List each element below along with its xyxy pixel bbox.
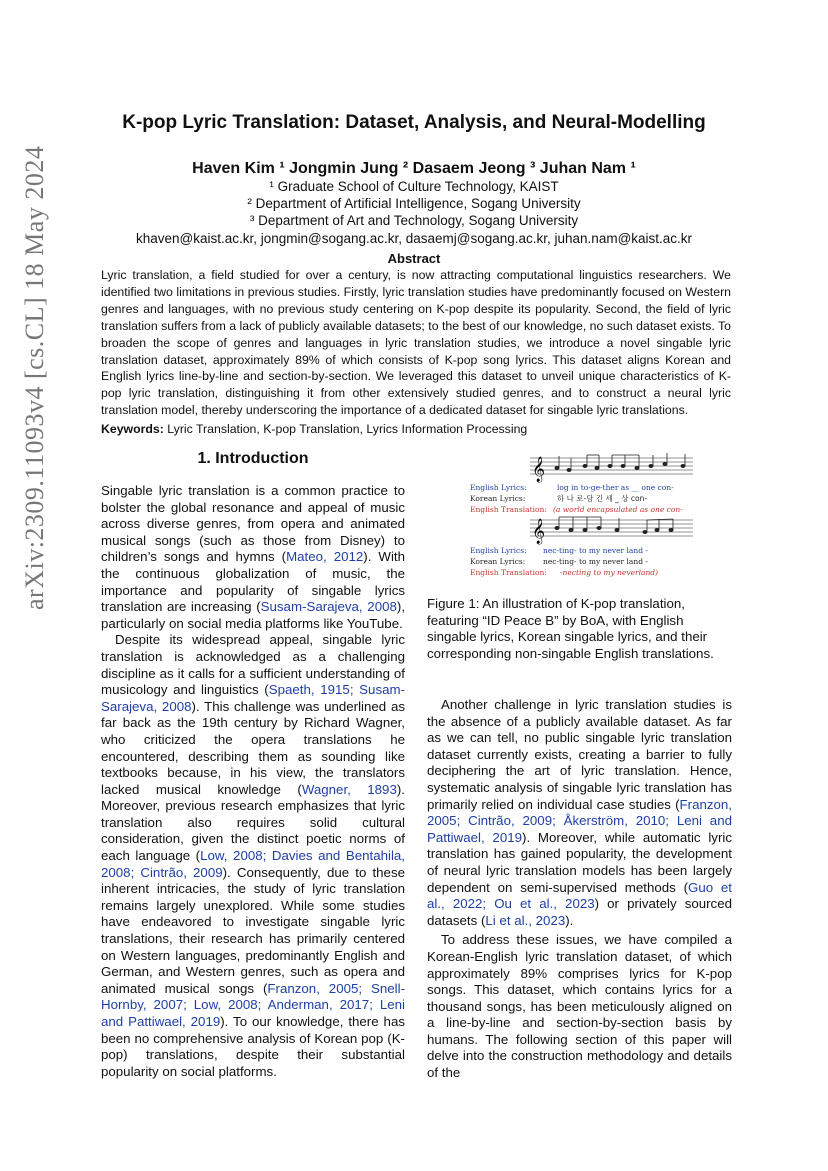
author-emails: khaven@kaist.ac.kr, jongmin@sogang.ac.kr, dasaemj@sogang.ac.kr, juhan.nam@kaist.ac.kr — [135, 231, 693, 246]
abstract-heading: Abstract — [387, 251, 441, 266]
treble-clef-icon: 𝄞 — [532, 457, 546, 482]
right-column — [427, 697, 732, 1082]
english-lyrics-1: log in to-ge-ther as __ one con- — [557, 483, 674, 492]
staff-2 — [530, 520, 693, 536]
notes-2 — [555, 526, 674, 534]
affiliation-2: ² Department of Artificial Intelligence, Sogang University — [247, 196, 581, 211]
citation-link[interactable]: Susam-Sarajeva, 2008 — [260, 599, 397, 615]
keywords-list: Lyric Translation, K-pop Translation, Lyrics Information Processing — [163, 422, 528, 436]
korean-lyrics-label-1: Korean Lyrics: — [470, 494, 526, 503]
figure-1-music-notation — [465, 450, 705, 585]
citation-link[interactable]: Low, 2008; Davies and Bentahila, 2008; Cintrão, 2009 — [101, 848, 405, 880]
translation-2: -necting to my neverland) — [560, 568, 659, 577]
paragraph: Another challenge in lyric translation studies is the absence of a publicly available dataset. As far as we can tell, no public singable lyric translation dataset currently exists, creating a barrier to fully deciphering the art of lyric translation. Hence, systematic analysis of singable lyric translation has primarily relied on individual case studies (Franzon, 2005; Cintrão, 2009; Åkerström, 2010; Leni and Pattiwael, 2019). Moreover, while automatic lyric translation has gained popularity, the development of neural lyric translation models has been largely dependent on semi-supervised methods (Guo et al., 2022; Ou et al., 2023) or privately sourced datasets (Li et al., 2023). — [427, 697, 733, 928]
paragraph: Despite its widespread appeal, singable lyric translation is acknowledged as a challenging discipline as it calls for a sufficient understanding of musicology and linguistics (Spaeth, 1915; Susam-Sarajeva, 2008). This challenge was underlined as far back as the 19th century by Richard Wagner, who criticized the opera translations he encountered, describing them as sounding like textbooks because, in his view, the translators lacked musical knowledge (Wagner, 1893). Moreover, previous research emphasizes that lyric translation also requires solid cultural consideration, given the distinct poetic norms of each language (Low, 2008; Davies and Bentahila, 2008; Cintrão, 2009). Consequently, due to these inherent intricacies, the study of lyric translation remains largely unexplored. While some studies have endeavored to investigate singable lyric translations, their research has primarily centered on Western languages, predominantly English and German, and Western genres, such as opera and animated musical songs (Franzon, 2005; Snell-Hornby, 2007; Low, 2008; Anderman, 2017; Leni and Pattiwael, 2019). To our knowledge, there has been no comprehensive analysis of Korean pop (K-pop) translations, despite their substantial popularity on social platforms. — [101, 632, 405, 1079]
author-list: Haven Kim ¹ Jongmin Jung ² Dasaem Jeong ³ Juhan Nam ¹ — [192, 160, 636, 177]
left-column — [101, 483, 405, 1080]
paragraph: To address these issues, we have compiled a Korean-English lyric translation dataset, of which approximately 89% comprises lyrics for K-pop songs. This dataset, which contains lyrics for a thousand songs, has been meticulously aligned on a line-by-line and section-by-section basis by humans. The following section of this paper will delve into the construction methodology and details of the — [427, 932, 732, 1081]
translation-label-1: English Translation: — [470, 505, 547, 514]
affiliation-1: ¹ Graduate School of Culture Technology, KAIST — [269, 179, 559, 194]
english-lyrics-2: nec-ting- to my never land - — [543, 546, 648, 555]
korean-lyrics-label-2: Korean Lyrics: — [470, 557, 526, 566]
korean-lyrics-1: 하 나 로-담 긴 세 _ 상 con- — [557, 494, 648, 503]
treble-clef-icon: 𝄞 — [532, 519, 546, 544]
citation-link[interactable]: Franzon, 2005; Cintrão, 2009; Åkerström, 2010; Leni and Pattiwael, 2019 — [427, 796, 732, 845]
arxiv-identifier: arXiv:2309.11093v4 [cs.CL] 18 May 2024 — [20, 145, 49, 610]
affiliation-3: ³ Department of Art and Technology, Sogang University — [249, 213, 579, 228]
citation-link[interactable]: Li et al., 2023 — [485, 912, 566, 928]
keywords — [101, 422, 741, 436]
citation-link[interactable]: Guo et al., 2022; Ou et al., 2023 — [427, 879, 733, 912]
english-lyrics-label-1: English Lyrics: — [470, 483, 527, 492]
citation-link[interactable]: Wagner, 1893 — [301, 781, 397, 797]
translation-label-2: English Translation: — [470, 568, 547, 577]
notes-1 — [555, 462, 686, 472]
translation-1: (a world encapsulated as one con- — [553, 505, 683, 514]
citation-link[interactable]: Franzon, 2005; Snell-Hornby, 2007; Low, 2008; Anderman, 2017; Leni and Pattiwael, 2019 — [101, 980, 405, 1029]
korean-lyrics-2: nec-ting- to my never land - — [543, 557, 648, 566]
paragraph: Singable lyric translation is a common practice to bolster the global resonance and appeal of music across diverse genres, from opera and animated musical songs (such as those from Disney) to children’s songs and hymns (Mateo, 2012). With the continuous globalization of music, the importance and popularity of singable lyrics translation are increasing (Susam-Sarajeva, 2008), particularly on social media platforms like YouTube. — [101, 483, 406, 631]
english-lyrics-label-2: English Lyrics: — [470, 546, 527, 555]
figure-caption: Figure 1: An illustration of K-pop translation, featuring “ID Peace B” by BoA, with English singable lyrics, Korean singable lyrics, and their corresponding non-singable English translations. — [427, 596, 714, 661]
paper-title: K-pop Lyric Translation: Dataset, Analysis, and Neural-Modelling — [122, 112, 706, 133]
keywords-label: Keywords: — [101, 422, 164, 436]
citation-link[interactable]: Mateo, 2012 — [286, 549, 364, 565]
section-heading: 1. Introduction — [197, 450, 309, 467]
citation-link[interactable]: Spaeth, 1915; Susam-Sarajeva, 2008 — [101, 682, 405, 714]
abstract-text: Lyric translation, a field studied for over a century, is now attracting computational linguistics researchers. We identified two limitations in previous studies. Firstly, lyric translation studies have predominantly focused on Western genres and languages, with no previous study centering on K-pop despite its popularity. Second, the field of lyric translation suffers from a lack of publicly available datasets; to the best of our knowledge, no such dataset exists. To broaden the scope of genres and languages in lyric translation studies, we introduce a novel singable lyric translation dataset, approximately 89% of which consists of K-pop song lyrics. This dataset aligns Korean and English lyrics line-by-line and section-by-section. We leveraged this dataset to unveil unique characteristics of K-pop lyric translation, distinguishing it from other extensively studied genres, and to construct a neural lyric translation model, thereby underscoring the importance of a dedicated dataset for singable lyric translations. — [101, 268, 731, 418]
